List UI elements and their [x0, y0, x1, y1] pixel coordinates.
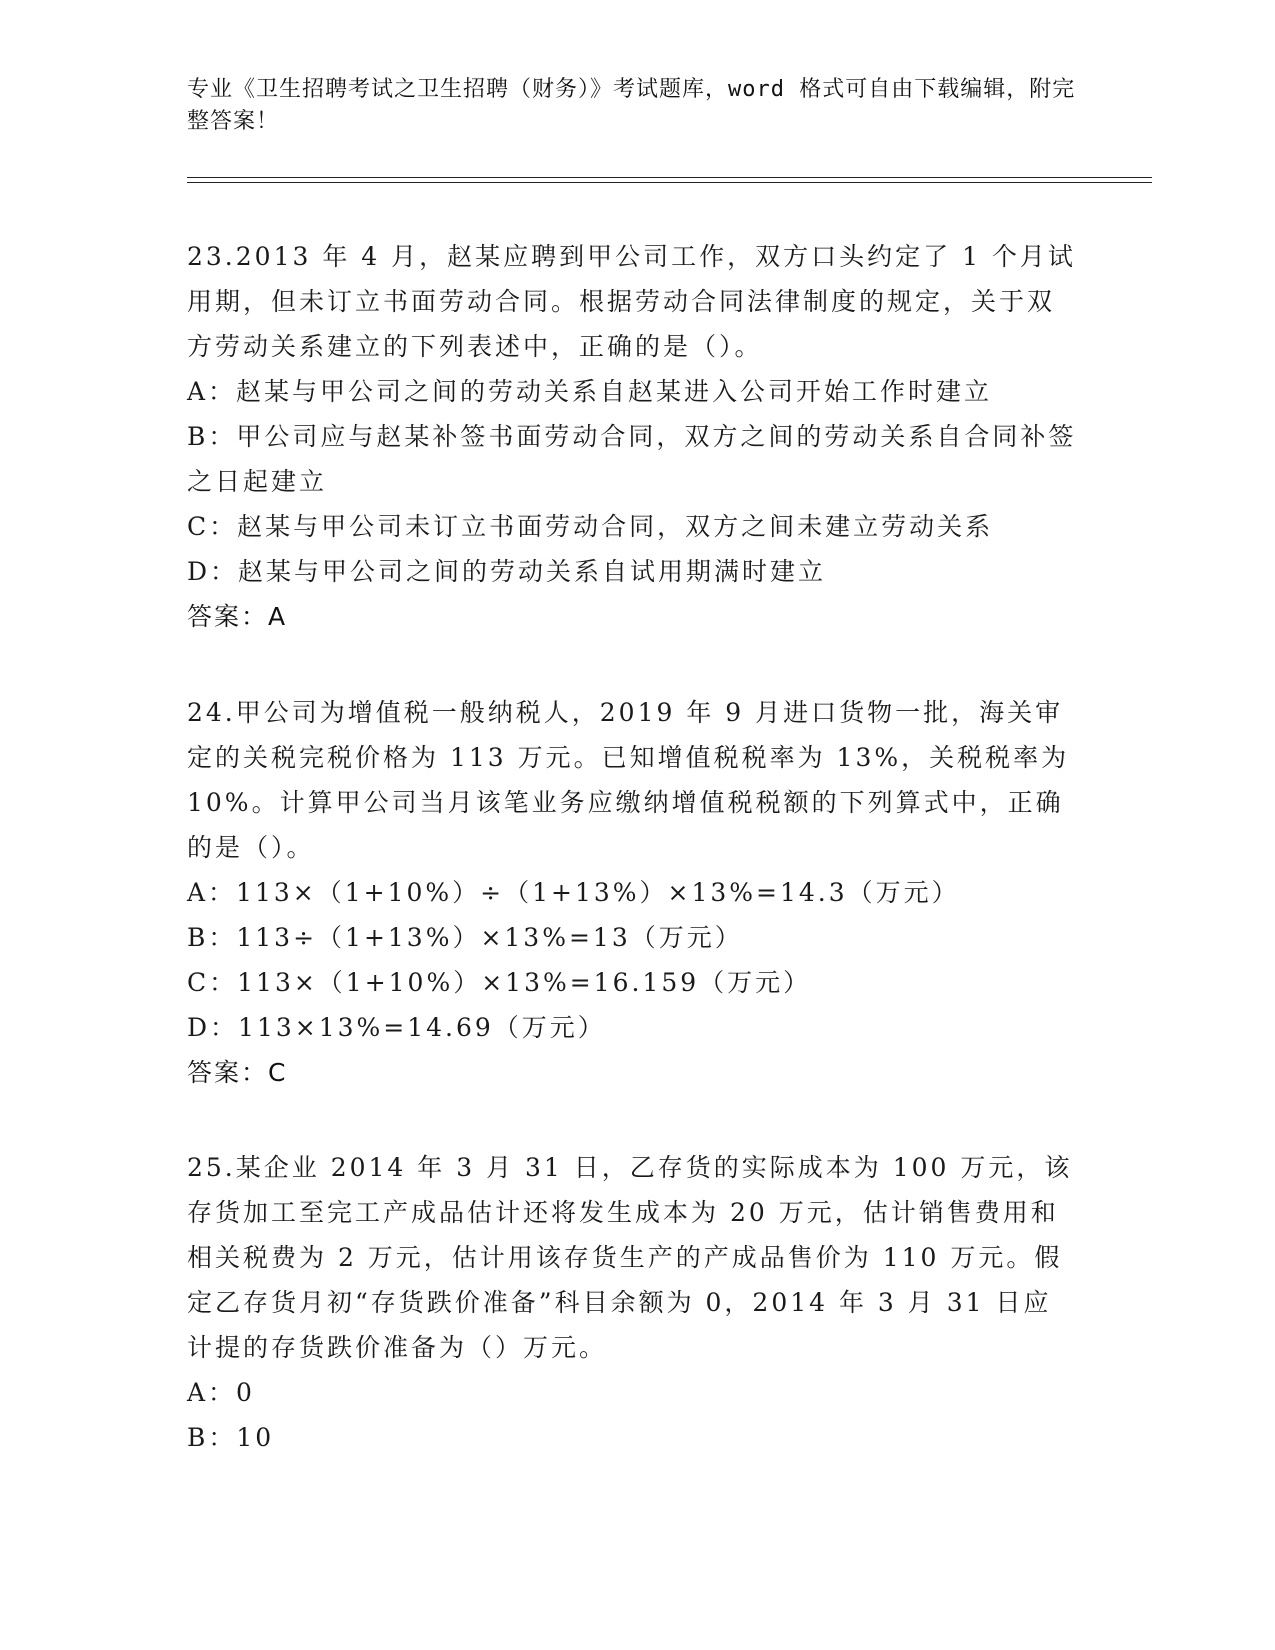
question-23 [187, 234, 1077, 639]
question-25 [187, 1145, 1077, 1460]
option-b: B：113÷（1+13%）×13%=13（万元） [187, 923, 743, 952]
header-divider [187, 177, 1152, 178]
answer-line: 答案：A [187, 602, 288, 631]
option-b: B：10 [187, 1423, 275, 1452]
option-d: D：赵某与甲公司之间的劳动关系自试用期满时建立 [187, 557, 827, 586]
option-a: A：0 [187, 1378, 255, 1407]
option-c: C：赵某与甲公司未订立书面劳动合同，双方之间未建立劳动关系 [187, 512, 994, 541]
answer-line: 答案：C [187, 1058, 288, 1087]
question-stem: 25.某企业 2014 年 3 月 31 日，乙存货的实际成本为 100 万元，该存货加工至完工产成品估计还将发生成本为 20 万元，估计销售费用和相关税费为 2 万元，估计用该存货生产的产成品售价为 110 万元。假定乙存货月初“存货跌价准备”科目余额为 0，2014 年 3 月 31 日应计提的存货跌价准备为（）万元。 [187, 1153, 1073, 1362]
option-b: B：甲公司应与赵某补签书面劳动合同，双方之间的劳动关系自合同补签之日起建立 [187, 422, 1077, 496]
option-c: C：113×（1+10%）×13%=16.159（万元） [187, 968, 812, 997]
question-24 [187, 690, 1077, 1095]
question-stem: 24.甲公司为增值税一般纳税人，2019 年 9 月进口货物一批，海关审定的关税完税价格为 113 万元。已知增值税税率为 13%，关税税率为 10%。计算甲公司当月该笔业务应缴纳增值税税额的下列算式中，正确的是（）。 [187, 698, 1070, 862]
document-header: 专业《卫生招聘考试之卫生招聘（财务）》考试题库，word 格式可自由下载编辑，附完整答案！ [187, 77, 1076, 134]
option-d: D：113×13%=14.69（万元） [187, 1013, 606, 1042]
option-a: A：赵某与甲公司之间的劳动关系自赵某进入公司开始工作时建立 [187, 377, 993, 406]
option-a: A：113×（1+10%）÷（1+13%）×13%=14.3（万元） [187, 878, 960, 907]
question-stem: 23.2013 年 4 月，赵某应聘到甲公司工作，双方口头约定了 1 个月试用期，但未订立书面劳动合同。根据劳动合同法律制度的规定，关于双方劳动关系建立的下列表述中，正确的是（）。 [187, 242, 1076, 361]
header-divider [187, 182, 1152, 183]
